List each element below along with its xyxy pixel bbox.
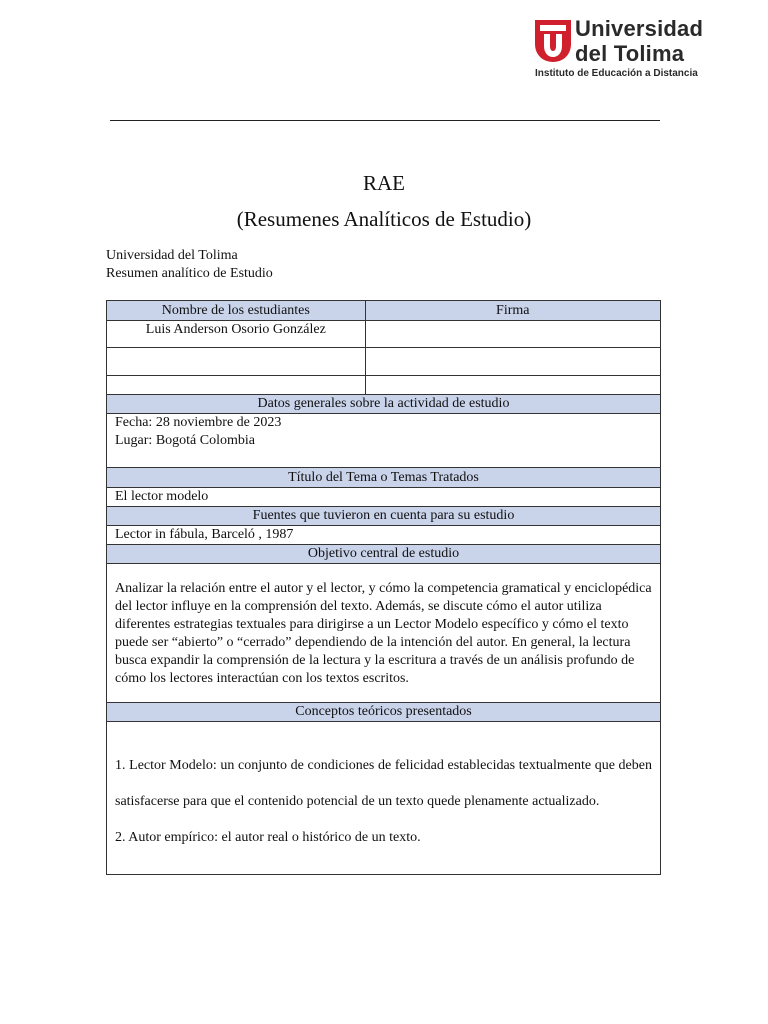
sources-header: Fuentes que tuvieron en cuenta para su estudio [107, 507, 661, 526]
sources-text: Lector in fábula, Barceló , 1987 [107, 526, 661, 545]
general-data-cell [107, 414, 661, 468]
student-name-cell: Luis Anderson Osorio González [107, 321, 366, 348]
general-data-header: Datos generales sobre la actividad de estudio [107, 395, 661, 414]
logo-name-line2: del Tolima [575, 41, 685, 66]
topic-header: Título del Tema o Temas Tratados [107, 468, 661, 488]
intro-university: Universidad del Tolima [106, 248, 238, 263]
concepts-header: Conceptos teóricos presentados [107, 703, 661, 722]
concepts-cell [107, 722, 661, 875]
tolima-u-logo-icon [535, 20, 571, 62]
students-column-header: Nombre de los estudiantes [107, 301, 366, 321]
header-divider [110, 120, 660, 121]
objective-text: Analizar la relación entre el autor y el lector, y cómo la competencia gramatical y enciclopédica del lector influye en la comprensión del texto. Además, se discute cómo el autor utiliza diferentes estrategias textuales para dirigirse a un Lector Modelo específico y cómo el texto puede ser “abierto” o “cerrado” dependiendo de la intención del autor. En general, la lectura busca expandir la comprensión de la lectura y la escritura a través de un análisis profundo de cómo los lectores interactúan con los textos escritos. [107, 564, 661, 703]
signature-cell [365, 348, 660, 376]
concept-item: 2. Autor empírico: el autor real o histórico de un texto. [115, 830, 421, 845]
date-text: Fecha: 28 noviembre de 2023 [115, 415, 282, 430]
document-subtitle: (Resumenes Analíticos de Estudio) [236, 207, 532, 231]
signature-cell [365, 376, 660, 395]
document-title: RAE [363, 171, 405, 195]
signature-cell [365, 321, 660, 348]
objective-header: Objetivo central de estudio [107, 545, 661, 564]
logo-name-line1: Universidad [575, 16, 704, 41]
signature-column-header: Firma [365, 301, 660, 321]
topic-text: El lector modelo [107, 488, 661, 507]
intro-summary-label: Resumen analítico de Estudio [106, 266, 273, 281]
university-logo [533, 18, 713, 86]
rae-table [106, 300, 661, 875]
student-name-cell [107, 376, 366, 395]
concept-item: 1. Lector Modelo: un conjunto de condiciones de felicidad establecidas textualmente que deben satisfacerse para que el contenido potencial de un texto quede plenamente actualizado. [115, 758, 652, 809]
place-text: Lugar: Bogotá Colombia [115, 433, 255, 448]
intro-block [106, 247, 273, 283]
logo-subtitle: Instituto de Educación a Distancia [535, 68, 698, 79]
student-name-cell [107, 348, 366, 376]
